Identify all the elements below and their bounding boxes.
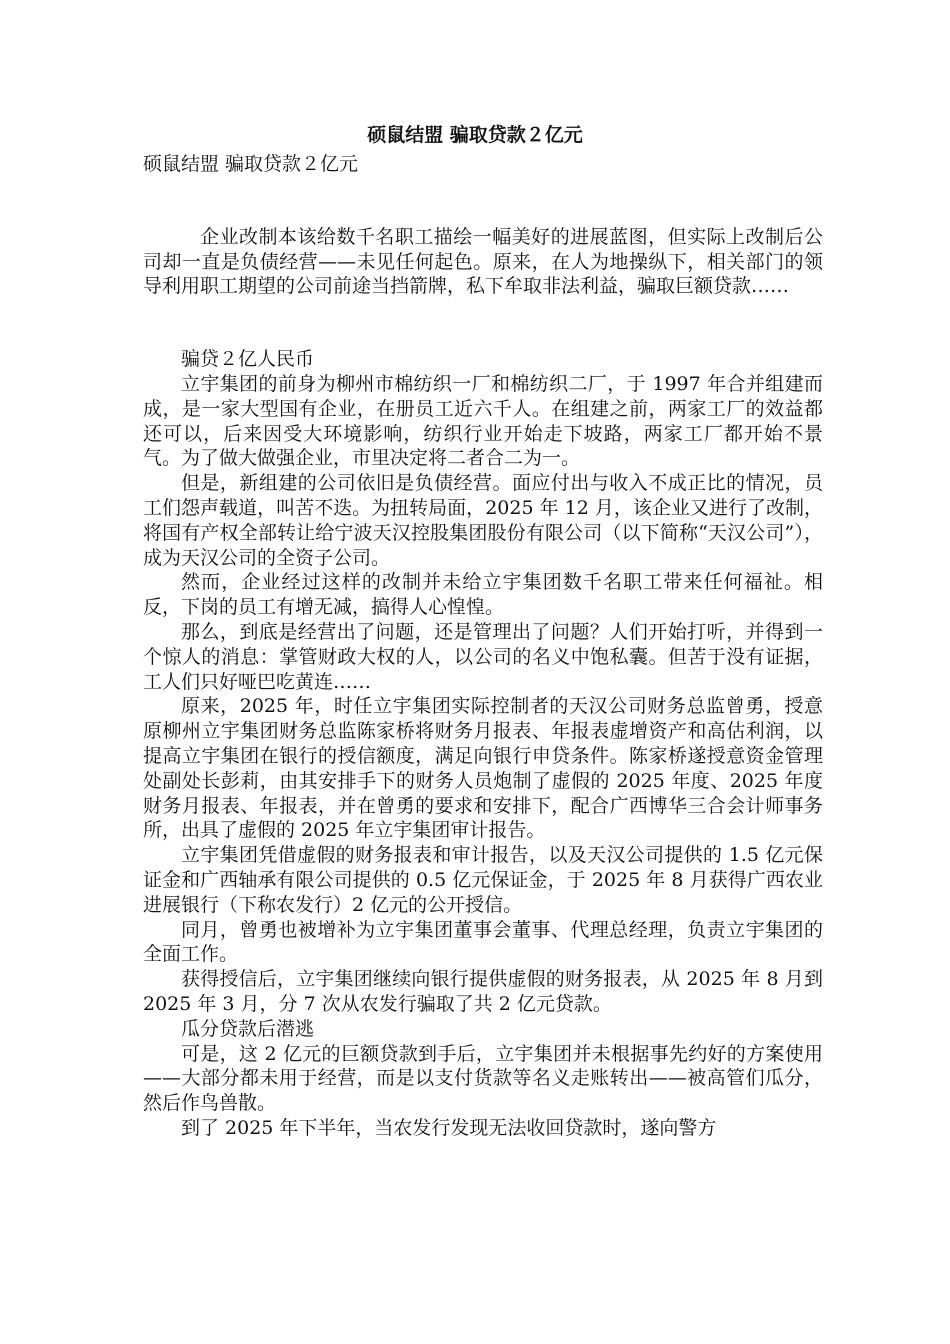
paragraph: 获得授信后，立宇集团继续向银行提供虚假的财务报表，从 2025 年 8 月到 2025 年 3 月，分 7 次从农发行骗取了共 2 亿元贷款。 [143,968,823,1015]
paragraph: 可是，这 2 亿元的巨额贷款到手后，立宇集团并未根据事先约好的方案使用——大部分都未用于经营，而是以支付货款等名义走账转出——被高管们瓜分，然后作鸟兽散。 [143,1042,823,1115]
document-subtitle: 硕鼠结盟 骗取贷款２亿元 [143,153,359,175]
paragraph: 那么，到底是经营出了问题，还是管理出了问题？人们开始打听，并得到一个惊人的消息：掌管财政大权的人，以公司的名义中饱私囊。但苦于没有证据，工人们只好哑巴吃黄连…… [143,620,823,693]
document-title: 硕鼠结盟 骗取贷款２亿元 [367,124,583,146]
spacer [143,323,823,347]
lead-paragraph: 企业改制本该给数千名职工描绘一幅美好的进展蓝图，但实际上改制后公司却一直是负债经营——未见任何起色。原来，在人为地操纵下，相关部门的领导利用职工期望的公司前途当挡箭牌，私下牟取非法利益，骗取巨额贷款…… [143,225,823,298]
paragraph: 到了 2025 年下半年，当农发行发现无法收回贷款时，遂向警方 [181,1116,717,1139]
paragraph: 原来，2025 年，时任立宇集团实际控制者的天汉公司财务总监曾勇，授意原柳州立宇集团财务总监陈家桥将财务月报表、年报表虚增资产和高估利润，以提高立宇集团在银行的授信额度，满足向银行申贷条件。陈家桥遂授意资金管理处副处长彭莉，由其安排手下的财务人员炮制了虚假的 2025 年度、2025 年度财务月报表、年报表，并在曾勇的要求和安排下，配合广西博华三合会计师事务所，出具了虚假的 2025 年立宇集团审计报告。 [143,695,823,842]
paragraph: 但是，新组建的公司依旧是负债经营。面应付出与收入不成正比的情况，员工们怨声载道，叫苦不迭。为扭转局面，2025 年 12 月，该企业又进行了改制，将国有产权全部转让给宁波天汉控股集团股份有限公司（以下简称“天汉公司”），成为天汉公司的全资子公司。 [143,472,823,569]
paragraph: 立宇集团的前身为柳州市棉纺织一厂和棉纺织二厂，于 1997 年合并组建而成，是一家大型国有企业，在册员工近六千人。在组建之前，两家工厂的效益都还可以，后来因受大环境影响，纺织行业开始走下坡路，两家工厂都开始不景气。为了做大做强企业，市里决定将二者合二为一。 [143,372,823,470]
spacer [143,177,823,225]
paragraph: 同月，曾勇也被增补为立宇集团董事会董事、代理总经理，负责立宇集团的全面工作。 [143,918,823,966]
article-body [143,152,823,1141]
section-heading-loan-fraud: 骗贷２亿人民币 [181,348,315,371]
section-heading-split-and-flee: 瓜分贷款后潜逃 [181,1017,315,1040]
paragraph: 立宇集团凭借虚假的财务报表和审计报告，以及天汉公司提供的 1.5 亿元保证金和广西轴承有限公司提供的 0.5 亿元保证金，于 2025 年 8 月获得广西农业进展银行（下称农发行）2 亿元的公开授信。 [143,844,823,916]
paragraph: 然而，企业经过这样的改制并未给立宇集团数千名职工带来任何福祉。相反，下岗的员工有增无减，搞得人心惶惶。 [143,571,823,619]
spacer [143,299,823,323]
